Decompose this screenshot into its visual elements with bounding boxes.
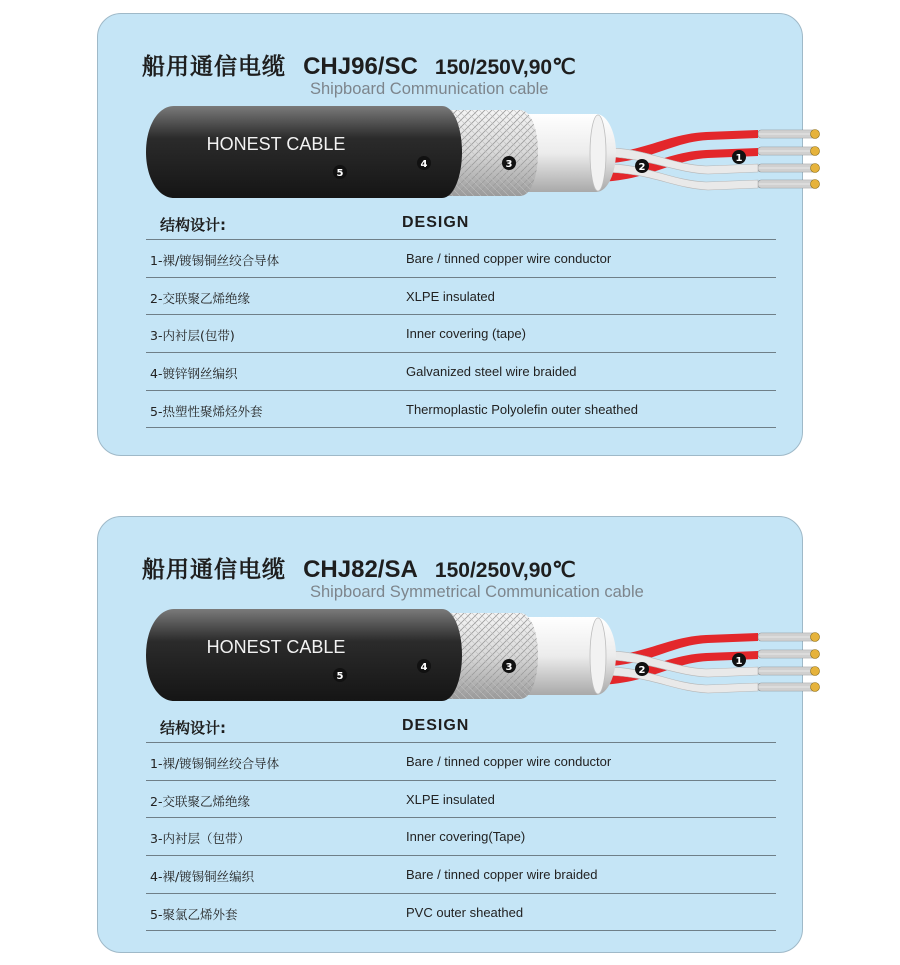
design-heading-english: DESIGN	[402, 717, 470, 734]
design-row	[146, 353, 776, 391]
layer-description-english: Thermoplastic Polyolefin outer sheathed	[406, 401, 638, 417]
marker-5: 5	[336, 671, 344, 682]
brand-print: HONEST CABLE	[206, 134, 346, 154]
layer-description-chinese: 5-聚氯乙烯外套	[150, 906, 238, 922]
marker-1: 1	[735, 153, 743, 164]
layer-description-chinese: 5-热塑性聚烯烃外套	[150, 403, 263, 419]
cable-model: CHJ96/SC	[303, 53, 418, 80]
marker-2: 2	[638, 162, 646, 173]
marker-3: 3	[505, 159, 513, 170]
wire-conductors	[758, 633, 820, 692]
layer-description-english: XLPE insulated	[406, 288, 495, 304]
design-row	[146, 391, 776, 429]
marker-4: 4	[420, 662, 428, 673]
design-row	[146, 278, 776, 316]
cable-cross-section-illustration	[146, 609, 782, 701]
layer-description-english: Galvanized steel wire braided	[406, 364, 577, 380]
design-row	[146, 743, 776, 781]
design-heading-chinese: 结构设计:	[160, 216, 226, 234]
layer-description-chinese: 3-内衬层(包带)	[150, 328, 235, 344]
layer-description-english: XLPE insulated	[406, 791, 495, 807]
marker-2: 2	[638, 665, 646, 676]
design-row	[146, 894, 776, 932]
cable-title	[142, 551, 576, 584]
cable-subtitle: Shipboard Communication cable	[310, 80, 549, 98]
cable-title	[142, 48, 576, 81]
cable-card	[97, 13, 803, 456]
title-chinese: 船用通信电缆	[142, 557, 286, 583]
layer-description-chinese: 4-镀锌钢丝编织	[150, 366, 238, 382]
layer-description-english: Bare / tinned copper wire conductor	[406, 251, 612, 266]
design-row	[146, 781, 776, 819]
voltage-temperature-rating: 150/250V,90℃	[434, 56, 576, 79]
design-heading-english: DESIGN	[402, 214, 470, 231]
title-chinese: 船用通信电缆	[142, 54, 286, 80]
layer-description-chinese: 3-内衬层（包带）	[150, 831, 250, 847]
design-row	[146, 818, 776, 856]
brand-print: HONEST CABLE	[206, 637, 346, 657]
cable-cross-section-illustration	[146, 106, 782, 198]
layer-description-english: Inner covering(Tape)	[406, 829, 526, 845]
design-row	[146, 856, 776, 894]
design-row	[146, 240, 776, 278]
layer-description-chinese: 1-裸/镀锡铜丝绞合导体	[150, 756, 280, 771]
marker-4: 4	[420, 159, 428, 170]
outer-sheath	[146, 106, 462, 198]
layer-description-chinese: 1-裸/镀锡铜丝绞合导体	[150, 253, 280, 268]
marker-3: 3	[505, 662, 513, 673]
design-table	[146, 742, 776, 931]
marker-5: 5	[336, 168, 344, 179]
layer-description-chinese: 4-裸/镀锡铜丝编织	[150, 869, 255, 885]
marker-1: 1	[735, 656, 743, 667]
cable-card	[97, 516, 803, 953]
voltage-temperature-rating: 150/250V,90℃	[434, 559, 576, 582]
design-heading-chinese: 结构设计:	[160, 719, 226, 737]
layer-description-chinese: 2-交联聚乙烯绝缘	[150, 290, 250, 306]
layer-description-chinese: 2-交联聚乙烯绝缘	[150, 793, 250, 809]
wire-conductors	[758, 130, 820, 189]
cable-model: CHJ82/SA	[303, 556, 418, 583]
layer-description-english: Inner covering (tape)	[406, 326, 526, 342]
outer-sheath	[146, 609, 462, 701]
cable-subtitle: Shipboard Symmetrical Communication cable	[310, 583, 644, 601]
design-row	[146, 315, 776, 353]
layer-description-english: Bare / tinned copper wire braided	[406, 867, 598, 883]
design-table	[146, 239, 776, 428]
layer-description-english: Bare / tinned copper wire conductor	[406, 754, 612, 769]
layer-description-english: PVC outer sheathed	[406, 904, 524, 920]
